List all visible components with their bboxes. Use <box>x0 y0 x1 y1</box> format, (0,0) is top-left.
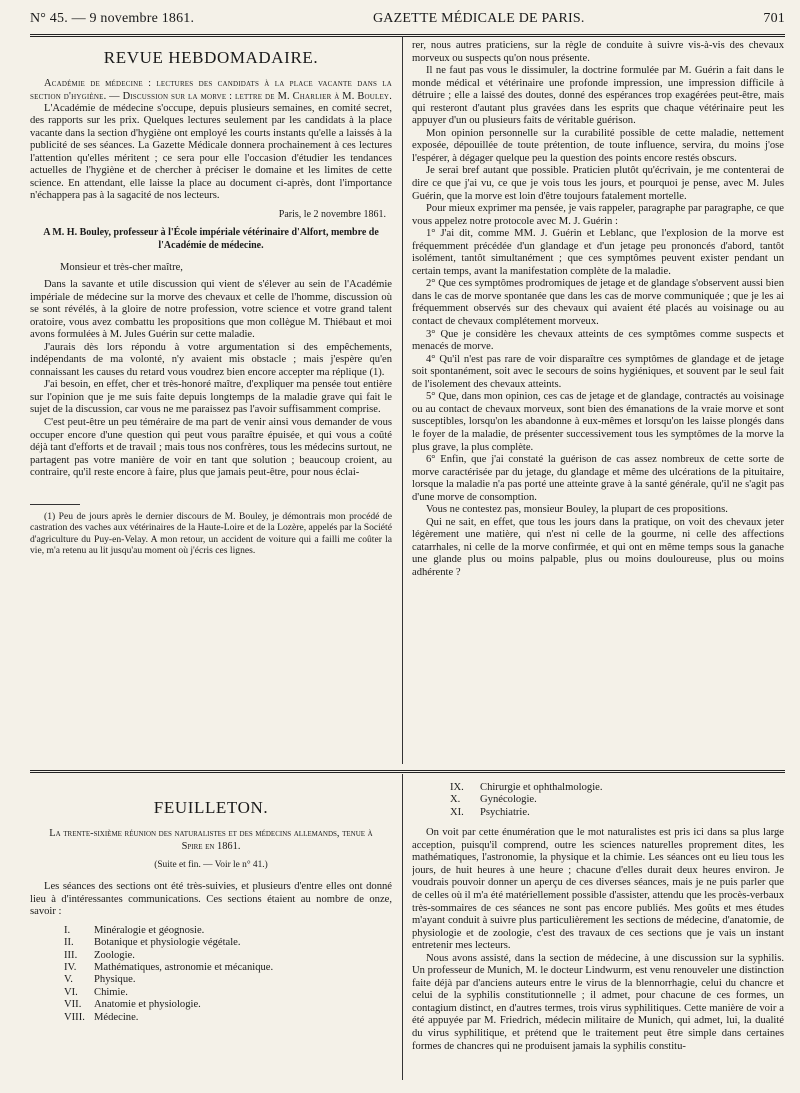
column-rule-upper <box>402 36 403 764</box>
list-item: VIII. Médecine. <box>64 1011 139 1023</box>
letter-salutation: Monsieur et très-cher maître, <box>60 262 183 274</box>
list-item: II. Botanique et physiologie végétale. <box>64 937 241 949</box>
feuilleton-subtitle: La trente-sixième réunion des naturalistes et des médecins allemands, tenue à Spire en 1861. <box>49 827 373 852</box>
protocol-item: 6° Enfin, que j'ai constaté la guérison de cas assez nombreux de cette sorte de morve caractérisée par du jetage, du glandage et même des ulcérations de la pituitaire, lorsque la maladie n'a pas porté une atteinte grave à la santé générale, qu'il ne s'agit pas d'une morve de consomption. <box>412 454 784 503</box>
letter-paragraph: Vous ne contestez pas, monsieur Bouley, la plupart de ces propositions. <box>426 504 728 516</box>
revue-column <box>30 42 392 764</box>
feuilleton-paragraph: On voit par cette énumération que le mot naturalistes est pris ici dans sa plus large acception, puisqu'il comprend, outre les sciences naturelles proprement dites, les mathématiques, l'astronomie, la physique et la chimie. Les séances ont eu lieu tous les jours, de huit heures à une heure ; chacune d'elles durait deux heures environ. Je voudrais pouvoir donner un aperçu de ces diverses séances, mais je ne puis parler que de celles où il m'a été matériellement possible d'assister, attendu que les procès-verbaux très-sommaires de ces séances ne sont pas encore publiés. Mes goûts et mes études m'ayant conduit à suivre plus particulièrement les sections de médecine, d'anatomie, de physiologie et de zoologie, c'est des travaux de ces sections que je vais un instant entretenir mes lecteurs. <box>412 827 784 952</box>
list-item: V. Physique. <box>64 974 136 986</box>
letter-paragraph: C'est peut-être un peu téméraire de ma part de venir ainsi vous demander de vous occuper encore d'une question qui peut vous paraître épuisée, et qui vous a coûté déjà tant d'efforts et de travail ; mais tous nos confrères, tous les médecins surtout, ne partagent pas votre manière de voir en tant que solution ; beaucoup croient, au contraire, qu'il reste encore à faire, plus que jamais peut-être, pour nous éclai- <box>30 417 392 479</box>
footnote-rule <box>30 504 80 505</box>
list-item: X. Gynécologie. <box>450 794 537 806</box>
protocol-item: 5° Que, dans mon opinion, ces cas de jetage et de glandage, contractés au voisinage ou au contact de chevaux morveux, sont bien des émanations de la vraie morve et sont susceptibles, lorsqu'on les abandonne à eux-mêmes et lorsqu'on les laisse plongés dans le foyer de la maladie, de présenter successivement tous les symptômes de la morve la plus grave, la plus complète. <box>412 391 784 453</box>
feuilleton-title: FEUILLETON. <box>153 798 269 817</box>
header-rule <box>30 34 785 37</box>
letter-address: A M. H. Bouley, professeur à l'École impériale vétérinaire d'Alfort, membre de l'Académie de médecine. <box>43 227 379 251</box>
feuilleton-suite: (Suite et fin. — Voir le n° 41.) <box>154 859 268 870</box>
list-item: VI. Chimie. <box>64 986 128 998</box>
issue-line: N° 45. — 9 novembre 1861. <box>30 11 195 26</box>
list-item: VII. Anatomie et physiologie. <box>64 999 201 1011</box>
letter-paragraph: J'aurais dès lors répondu à votre argumentation si des empêchements, indépendants de ma volonté, n'y avaient mis obstacle ; mais j'espère qu'en connaissant les causes du retard vous voudrez bien encore accepter ma réplique (1). <box>30 341 392 378</box>
feuilleton-rule <box>30 770 785 773</box>
list-item: XI. Psychiatrie. <box>450 806 530 818</box>
protocol-item: 2° Que ces symptômes prodromiques de jetage et de glandage s'observent aussi bien dans le cas de morve spontanée que dans les cas de morve communiquée ; que je les ai fréquemment observés sur des chevaux qui avaient été placés au voisinage ou au contact de chevaux complétement morveux. <box>412 278 784 328</box>
letter-paragraph: Qui ne sait, en effet, que tous les jours dans la pratique, on voit des chevaux jeter légèrement une matière, qui n'est ni celle de la gourme, ni celle des affections catarrhales, ni celle de la morve confirmée, et qui ont en même temps sous la ganache une glande plus ou moins palpable, plus ou moins douloureuse, plus ou moins adhérente ? <box>412 516 784 578</box>
revue-title: REVUE HEBDOMADAIRE. <box>103 48 319 67</box>
sections-list <box>64 925 392 1024</box>
protocol-item: 3° Que je considère les chevaux atteints de ces symptômes comme suspects et menacés de morve. <box>412 328 784 353</box>
letter-paragraph: J'ai besoin, en effet, cher et très-honoré maître, d'expliquer ma pensée tout entière sur l'opinion que je me suis faite depuis longtemps de la maladie grave qui fait le sujet de la discussion, car vous ne me paraissez pas l'avoir suffisamment comprise. <box>30 379 392 416</box>
letter-paragraph: Dans la savante et utile discussion qui vient de s'élever au sein de l'Académie impériale de médecine sur la morve des chevaux et celle de l'homme, discussion où se sont révélés, à la gloire de notre profession, votre science et votre grand talent oratoire, vous avez combattu les propositions que mon collègue M. Thiébaut et moi avons formulées à M. Jules Guérin sur cette maladie. <box>30 279 392 341</box>
revue-intro: L'Académie de médecine s'occupe, depuis plusieurs semaines, en comité secret, des rapports sur les prix. Quelques lectures seulement par les candidats à la place vacante dans la section d'hygiène ont employé les courts instants qu'elle a laissés à la publicité de ses séances. La Gazette Médicale donnera prochainement à ces lectures l'attention qu'elles méritent ; ce sera pour elle l'occasion d'étudier les tendances actuelles de l'hygiène et de chercher à préciser le domaine et les limites de cette science. En attendant, elle laisse la place au document ci-après, dont l'importance n'échappera pas à la sagacité de nos lecteurs. <box>30 102 392 202</box>
journal-title: GAZETTE MÉDICALE DE PARIS. <box>373 11 585 26</box>
letter-paragraph: Pour mieux exprimer ma pensée, je vais rappeler, paragraphe par paragraphe, ce que vous appelez notre protocole avec M. J. Guérin : <box>412 203 784 227</box>
column-rule-lower <box>402 774 403 1080</box>
feuilleton-continued-column <box>412 780 784 1080</box>
page-number: 701 <box>763 11 785 26</box>
letter-paragraph: Il ne faut pas vous le dissimuler, la doctrine formulée par M. Guérin a fait dans le monde médical et vétérinaire une profonde impression, une impression difficile à détruire ; elle a laissé des doutes, donné des espérances trop exagérées peut-être, mais qui resteront d'autant plus gravées dans les esprits que chaque vétérinaire peut les appuyer d'un ou plusieurs faits de véritable guérison. <box>412 65 784 127</box>
list-item: III. Zoologie. <box>64 949 135 961</box>
footnote: (1) Peu de jours après le dernier discours de M. Bouley, je démontrais mon procédé de castration des vaches aux vétérinaires de la Haute-Loire et de la Lozère, appelés par la Société d'agriculture du Puy-en-Velay. A mon retour, un accident de voiture qui a failli me coûter la vie, m'a retenu au lit jusqu'au moment où j'écris ces lignes. <box>30 510 392 556</box>
feuilleton-paragraph: Nous avons assisté, dans la section de médecine, à une discussion sur la syphilis. Un professeur de Munich, M. le docteur Lindwurm, est venu renouveler une distinction faite déjà par d'anciens auteurs entre le virus de la blennorrhagie, celui du chancre et celui de la syphilis constitutionnelle ; il admet, pour chacune de ces formes, un contagium distinct, en d'autres termes, trois virus syphilitiques. Cette manière de voir a été appuyée par M. Friedrich, médecin militaire de Munich, qui admet, lui, la dualité du virus syphilitique, et prétend que le traitement peut être simple dans certaines formes de chancres qui ne produisent jamais la syphilis constitu- <box>412 952 784 1052</box>
feuilleton-column <box>30 778 392 1078</box>
letter-dateline: Paris, le 2 novembre 1861. <box>278 208 386 220</box>
feuilleton-intro: Les séances des sections ont été très-suivies, et plusieurs d'entre elles ont donné lieu à d'intéressantes communications. Ces sections étaient au nombre de onze, savoir : <box>30 881 392 918</box>
sections-list-continued <box>450 782 784 819</box>
revue-subhead: Académie de médecine : lectures des candidats à la place vacante dans la section d'hygiène. — Discussion sur la morve : lettre de M. Charlier à M. Bouley. <box>30 77 392 102</box>
list-item: I. Minéralogie et géognosie. <box>64 924 205 936</box>
letter-paragraph: Je serai bref autant que possible. Praticien plutôt qu'écrivain, je me contenterai de dire ce que j'ai vu, ce que je vois tous les jours, et pourquoi je pense, avec M. Jules Guérin, que la morve est loin d'être toujours fatalement mortelle. <box>412 165 784 202</box>
newspaper-page <box>20 6 790 1086</box>
list-item: IV. Mathématiques, astronomie et mécanique. <box>64 961 274 973</box>
letter-continued-column <box>412 40 784 764</box>
list-item: IX. Chirurgie et ophthalmologie. <box>450 782 603 793</box>
protocol-item: 1° J'ai dit, comme MM. J. Guérin et Leblanc, que l'explosion de la morve est fréquemment précédée d'un glandage et d'un jetage peu prononcés d'abord, tantôt isolément, tantôt simultanément ; que ces symptômes peuvent exister pendant un certain temps, avant la manifestation complète de la maladie. <box>412 228 784 277</box>
letter-paragraph: rer, nous autres praticiens, sur la règle de conduite à suivre vis-à-vis des chevaux morveux ou suspects qu'on nous présente. <box>412 40 784 64</box>
letter-paragraph: Mon opinion personnelle sur la curabilité possible de cette maladie, nettement exposée, dépouillée de toute prétention, de toute influence, servira, du moins j'ose l'espérer, à dégager quelque peu la question des points encore restés obscurs. <box>412 127 784 164</box>
protocol-item: 4° Qu'il n'est pas rare de voir disparaître ces symptômes de glandage et de jetage soit spontanément, soit avec le secours de soins hygiéniques, et souvent par le seul fait de l'isolement des chevaux atteints. <box>412 353 784 390</box>
running-head <box>30 8 785 30</box>
